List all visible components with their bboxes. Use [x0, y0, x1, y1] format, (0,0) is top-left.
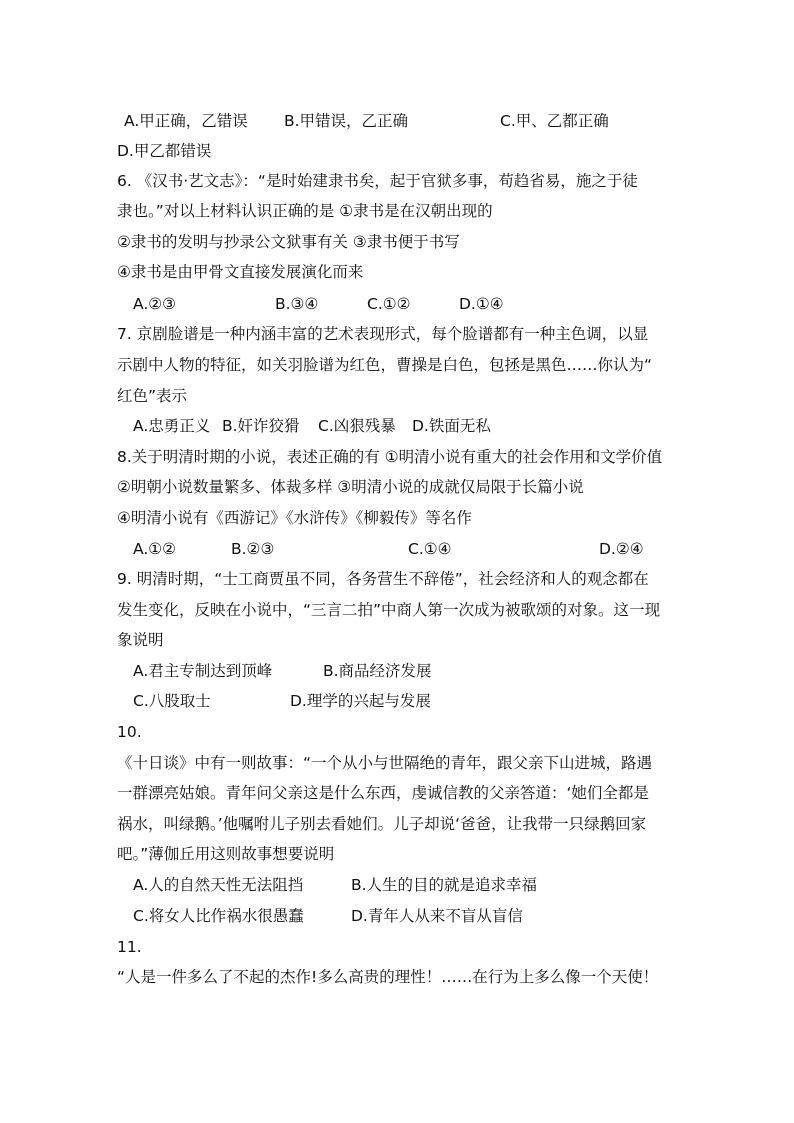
q10-option-b: B.人生的目的就是追求幸福 — [351, 876, 538, 894]
q10-option-a: A.人的自然天性无法阻挡 — [133, 876, 304, 894]
q5-option-a: A.甲正确，乙错误 — [124, 112, 248, 130]
q7-stem-line-3: 红色”表示 — [117, 387, 188, 405]
q7-option-a: A.忠勇正义 — [133, 417, 211, 435]
q10-stem-line-1: 《十日谈》中有一则故事：“一个从小与世隔绝的青年，跟父亲下山进城，路遇 — [117, 754, 653, 772]
q8-option-d: D.②④ — [599, 540, 644, 558]
q9-option-a: A.君主专制达到顶峰 — [133, 662, 273, 680]
q9-stem-line-1: 9. 明清时期，“士工商贾虽不同，各务营生不辞倦”，社会经济和人的观念都在 — [117, 570, 649, 588]
q6-option-c: C.①② — [367, 295, 411, 313]
q7-stem-line-1: 7. 京剧脸谱是一种内涵丰富的艺术表现形式，每个脸谱都有一种主色调，以显 — [117, 325, 649, 343]
q8-option-b: B.②③ — [231, 540, 275, 558]
q8-option-c: C.①④ — [408, 540, 452, 558]
q5-option-b: B.甲错误，乙正确 — [284, 112, 409, 130]
q6-stem-line-2: 隶也。”对以上材料认识正确的是 ①隶书是在汉朝出现的 — [117, 202, 493, 220]
q9-stem-line-2: 发生变化，反映在小说中，“三言二拍”中商人第一次成为被歌颂的对象。这一现 — [117, 601, 661, 619]
q9-option-c: C.八股取士 — [133, 692, 211, 710]
q7-option-d: D.铁面无私 — [412, 417, 491, 435]
q8-option-a: A.①② — [133, 540, 177, 558]
q7-stem-line-2: 示剧中人物的特征，如关羽脸谱为红色，曹操是白色，包拯是黑色……你认为“ — [117, 356, 653, 374]
q8-stem-line-2: ②明朝小说数量繁多、体裁多样 ③明清小说的成就仅局限于长篇小说 — [117, 478, 584, 496]
q7-option-c: C.凶狠残暴 — [318, 417, 396, 435]
q6-stem-line-3: ②隶书的发明与抄录公文狱事有关 ③隶书便于书写 — [117, 233, 460, 251]
q10-number: 10. — [117, 723, 142, 741]
q11-stem-line-1: “人是一件多么了不起的杰作!多么高贵的理性！……在行为上多么像一个天使！ — [117, 968, 659, 986]
q10-option-d: D.青年人从来不盲从盲信 — [351, 907, 523, 925]
q8-stem-line-1: 8.关于明清时期的小说，表述正确的有 ①明清小说有重大的社会作用和文学价值 — [117, 448, 663, 466]
q6-option-a: A.②③ — [133, 295, 177, 313]
q9-option-d: D.理学的兴起与发展 — [290, 692, 431, 710]
q6-option-b: B.③④ — [275, 295, 319, 313]
q7-option-b: B.奸诈狡猾 — [222, 417, 300, 435]
q8-stem-line-3: ④明清小说有《西游记》《水浒传》《柳毅传》等名作 — [117, 509, 472, 527]
q11-number: 11. — [117, 938, 142, 956]
q6-stem-line-4: ④隶书是由甲骨文直接发展演化而来 — [117, 263, 364, 281]
q5-option-c: C.甲、乙都正确 — [500, 112, 609, 130]
q10-stem-line-2: 一群漂亮姑娘。青年问父亲这是什么东西，虔诚信教的父亲答道：‘她们全都是 — [117, 784, 649, 802]
q10-stem-line-3: 祸水，叫绿鹅。’他嘱咐儿子别去看她们。儿子却说‘爸爸，让我带一只绿鹅回家 — [117, 815, 647, 833]
q5-option-d: D.甲乙都错误 — [117, 142, 212, 160]
q10-option-c: C.将女人比作祸水很愚蠢 — [133, 907, 304, 925]
q9-option-b: B.商品经济发展 — [323, 662, 432, 680]
q6-option-d: D.①④ — [459, 295, 504, 313]
q10-stem-line-4: 吧。”薄伽丘用这则故事想要说明 — [117, 845, 335, 863]
q9-stem-line-3: 象说明 — [117, 631, 164, 649]
q6-stem-line-1: 6. 《汉书·艺文志》：“是时始建隶书矣，起于官狱多事，苟趋省易，施之于徒 — [117, 172, 638, 190]
